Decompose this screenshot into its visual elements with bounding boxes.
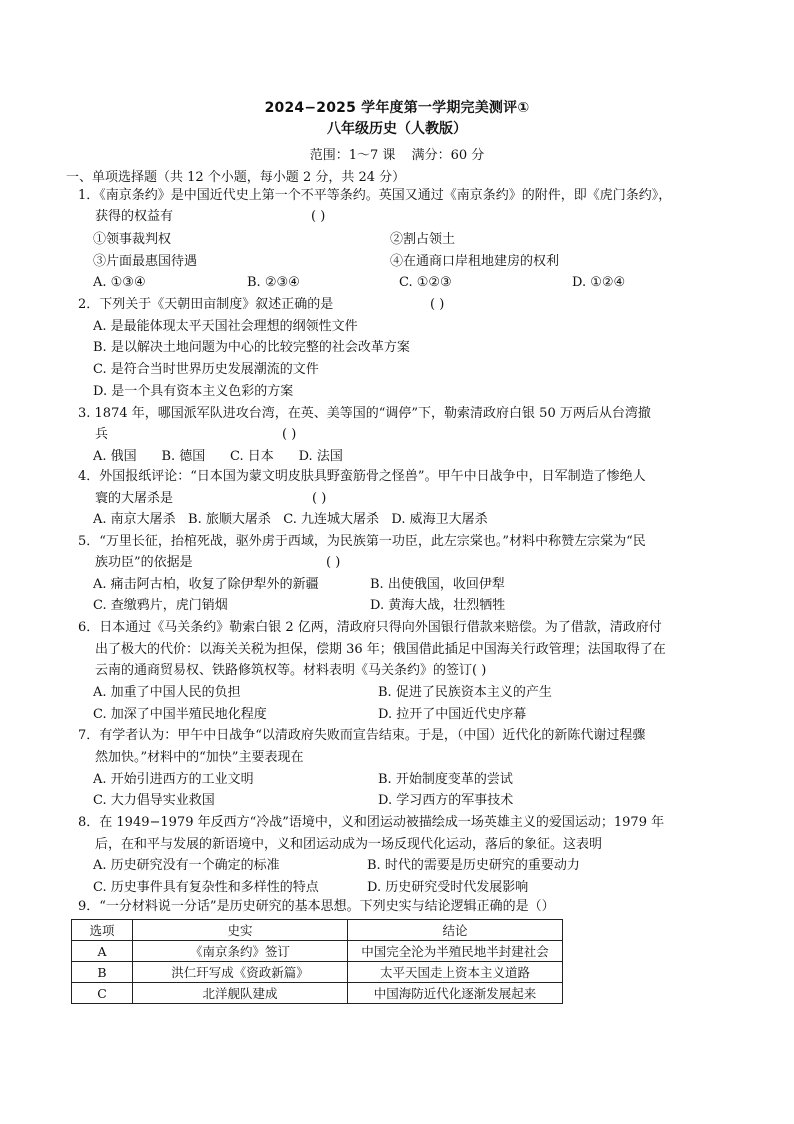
- q8-option-b: B. 时代的需要是历史研究的重要动力: [367, 858, 580, 873]
- question-5-line-2: 族功臣”的依据是: [95, 555, 193, 570]
- question-2-line-1: 2．下列关于《天朝田亩制度》叙述正确的是: [78, 297, 334, 312]
- exam-scope: [0, 144, 794, 163]
- question-1-stem: 获得的权益有: [95, 209, 174, 224]
- question-6-line-1: 6．日本通过《马关条约》勒索白银 2 亿两，清政府只得向外国银行借款来赔偿。为了借款，清政府付: [78, 620, 662, 635]
- q8-option-c: C. 历史事件具有复杂性和多样性的特点: [93, 880, 319, 895]
- question-6-line-3: 云南的通商贸易权、铁路修筑权等。材料表明《马关条约》的签订( ): [95, 663, 487, 678]
- table-row: [72, 941, 563, 962]
- question-8-line-2: 后，在和平与发展的新语境中，义和团运动成为一场反现代化运动，落后的象征。这表明: [95, 837, 603, 852]
- q2-option-d: D. 是一个具有资本主义色彩的方案: [93, 384, 294, 399]
- q6-option-a: A. 加重了中国人民的负担: [93, 685, 241, 700]
- question-9-line-1: 9．“一分材料说一分话”是历史研究的基本思想。下列史实与结论逻辑正确的是（）: [78, 899, 555, 914]
- q1-item-1: ①领事裁判权: [93, 232, 172, 247]
- table-cell: A: [72, 941, 133, 962]
- question-6-line-2: 出了极大的代价：以海关关税为担保，偿期 36 年；俄国借此插足中国海关行政管理；法国取得了在: [95, 642, 666, 657]
- table-cell: C: [72, 983, 133, 1004]
- q2-option-b: B. 是以解决土地问题为中心的比较完整的社会改革方案: [93, 340, 410, 355]
- q1-item-3: ③片面最惠国待遇: [93, 254, 198, 269]
- q5-option-a: A. 痛击阿古柏，收复了除伊犁外的新疆: [93, 577, 319, 592]
- range-text: 范围：1～7 课: [309, 148, 396, 163]
- q8-option-a: A. 历史研究没有一个确定的标准: [93, 858, 280, 873]
- q5-option-d: D. 黄海大战，壮烈牺牲: [370, 598, 506, 613]
- table-cell: 北洋舰队建成: [133, 983, 348, 1004]
- question-3-line-1: 3. 1874 年，哪国派军队进攻台湾，在英、美等国的“调停”下，勒索清政府白银 50 万两后从台湾撤: [78, 406, 651, 421]
- table-cell: B: [72, 962, 133, 983]
- table-header-cell: 史实: [133, 920, 348, 941]
- question-1-line-1: 1．《南京条约》是中国近代史上第一个不平等条约。英国又通过《南京条约》的附件，即《虎门条约》，: [78, 188, 672, 203]
- q4-options: A. 南京大屠杀 B. 旅顺大屠杀 C. 九连城大屠杀 D. 威海卫大屠杀: [93, 512, 488, 527]
- question-4-line-1: 4．外国报纸评论：“日本国为蒙文明皮肤具野蛮筋骨之怪兽”。甲午中日战争中，日军制造了惨绝人: [78, 469, 646, 484]
- question-3-paren: ( ): [282, 427, 297, 442]
- table-cell: 洪仁玕写成《资政新篇》: [133, 962, 348, 983]
- question-1-line-2: [95, 208, 173, 226]
- q7-option-a: A. 开始引进西方的工业文明: [93, 772, 254, 787]
- question-3-line-2: 兵: [95, 427, 109, 442]
- table-cell: 中国完全沦为半殖民地半封建社会: [348, 941, 563, 962]
- q2-option-c: C. 是符合当时世界历史发展潮流的文件: [93, 362, 319, 377]
- question-9-table: [71, 919, 563, 1004]
- q1-option-a: A. ①③④: [93, 275, 146, 290]
- exam-title: 2024−2025 学年度第一学期完美测评①: [264, 100, 530, 116]
- table-row: [72, 983, 563, 1004]
- table-header-cell: 选项: [72, 920, 133, 941]
- question-8-line-1: 8．在 1949−1979 年反西方“冷战”语境中，义和团运动被描绘成一场英雄主义的爱国运动；1979 年: [78, 815, 665, 830]
- table-cell: 中国海防近代化逐渐发展起来: [348, 983, 563, 1004]
- q1-item-4: ④在通商口岸租地建房的权利: [390, 254, 560, 269]
- question-4-line-2: 寰的大屠杀是: [95, 491, 174, 506]
- q1-item-2: ②割占领土: [390, 232, 456, 247]
- q6-option-c: C. 加深了中国半殖民地化程度: [93, 707, 267, 722]
- question-1-paren: ( ): [311, 209, 326, 224]
- q7-option-c: C. 大力倡导实业救国: [93, 793, 215, 808]
- table-header-cell: 结论: [348, 920, 563, 941]
- question-5-line-1: 5．“万里长征，抬棺死战，驱外虏于西域，为民族第一功臣，此左宗棠也。”材料中称赞左宗棠为“民: [78, 534, 646, 549]
- q6-option-b: B. 促进了民族资本主义的产生: [378, 685, 552, 700]
- table-cell: 太平天国走上资本主义道路: [348, 962, 563, 983]
- question-4-paren: ( ): [312, 491, 327, 506]
- q2-option-a: A. 是最能体现太平天国社会理想的纲领性文件: [93, 319, 358, 334]
- exam-subtitle: 八年级历史（人教版）: [327, 121, 467, 137]
- table-row: [72, 962, 563, 983]
- q6-option-d: D. 拉开了中国近代史序幕: [378, 707, 527, 722]
- q5-option-b: B. 出使俄国，收回伊犁: [370, 577, 505, 592]
- table-cell: 《南京条约》签订: [133, 941, 348, 962]
- q3-options: A. 俄国 B. 德国 C. 日本 D. 法国: [93, 449, 343, 464]
- q7-option-d: D. 学习西方的军事技术: [378, 793, 514, 808]
- q1-option-d: D. ①②④: [572, 275, 626, 290]
- q8-option-d: D. 历史研究受时代发展影响: [367, 880, 529, 895]
- question-2-paren: ( ): [430, 297, 445, 312]
- q1-option-c: C. ①②③: [399, 275, 452, 290]
- score-text: 满分：60 分: [411, 148, 485, 163]
- question-5-paren: ( ): [326, 555, 341, 570]
- question-7-line-1: 7．有学者认为：甲午中日战争“以清政府失败而宣告结束。于是，（中国）近代化的新陈代谢过程骤: [78, 728, 646, 743]
- q5-option-c: C. 查缴鸦片，虎门销烟: [93, 598, 228, 613]
- q1-option-b: B. ②③④: [247, 275, 300, 290]
- table-header-row: [72, 920, 563, 941]
- section-heading: 一、单项选择题（共 12 个小题，每小题 2 分，共 24 分）: [66, 170, 406, 185]
- question-7-line-2: 然加快。”材料中的“加快”主要表现在: [95, 750, 304, 765]
- q7-option-b: B. 开始制度变革的尝试: [378, 772, 513, 787]
